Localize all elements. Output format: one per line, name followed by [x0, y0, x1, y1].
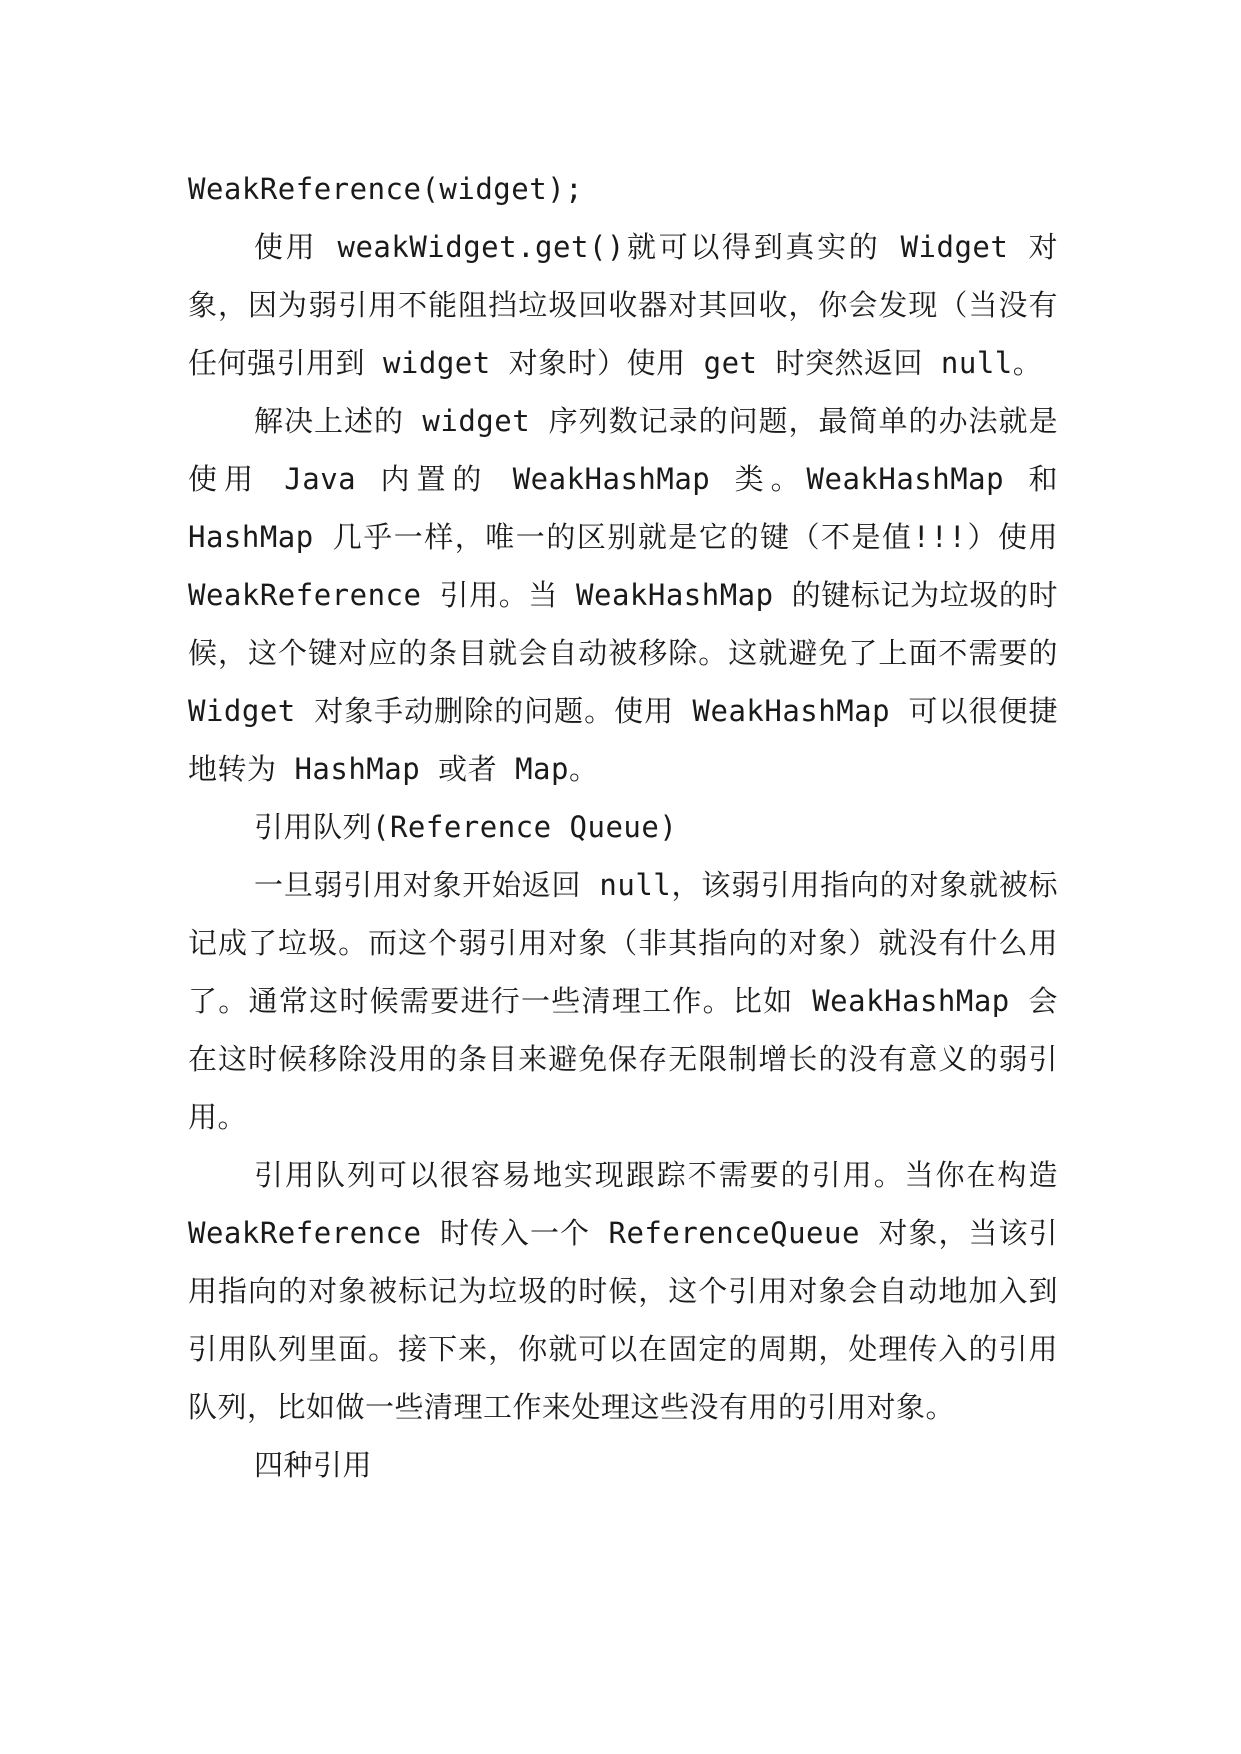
document-body: [188, 160, 1058, 1494]
paragraph-get-method: 使用 weakWidget.get()就可以得到真实的 Widget 对象，因为弱引用不能阻挡垃圾回收器对其回收，你会发现（当没有任何强引用到 widget 对象时）使用 get 时突然返回 null。: [188, 230, 1058, 380]
paragraph-continuation: WeakReference(widget);: [188, 172, 584, 206]
paragraph-weakhashmap: 解决上述的 widget 序列数记录的问题，最简单的办法就是使用 Java 内置的 WeakHashMap 类。WeakHashMap 和 HashMap 几乎一样，唯一的区别就是它的键（不是值!!!）使用 WeakReference 引用。当 WeakHashMap 的键标记为垃圾的时候，这个键对应的条目就会自动被移除。这就避免了上面不需要的 Widget 对象手动删除的问题。使用 WeakHashMap 可以很便捷地转为 HashMap 或者 Map。: [188, 404, 1058, 786]
heading-four-references: 四种引用: [254, 1448, 373, 1482]
paragraph-queue-usage: 引用队列可以很容易地实现跟踪不需要的引用。当你在构造 WeakReference 时传入一个 ReferenceQueue 对象，当该引用指向的对象被标记为垃圾的时候，这个引用对象会自动地加入到引用队列里面。接下来，你就可以在固定的周期，处理传入的引用队列，比如做一些清理工作来处理这些没有用的引用对象。: [188, 1158, 1058, 1424]
paragraph-queue-intro: 一旦弱引用对象开始返回 null，该弱引用指向的对象就被标记成了垃圾。而这个弱引用对象（非其指向的对象）就没有什么用了。通常这时候需要进行一些清理工作。比如 WeakHashMap 会在这时候移除没用的条目来避免保存无限制增长的没有意义的弱引用。: [188, 868, 1058, 1134]
heading-reference-queue: 引用队列(Reference Queue): [254, 810, 678, 844]
